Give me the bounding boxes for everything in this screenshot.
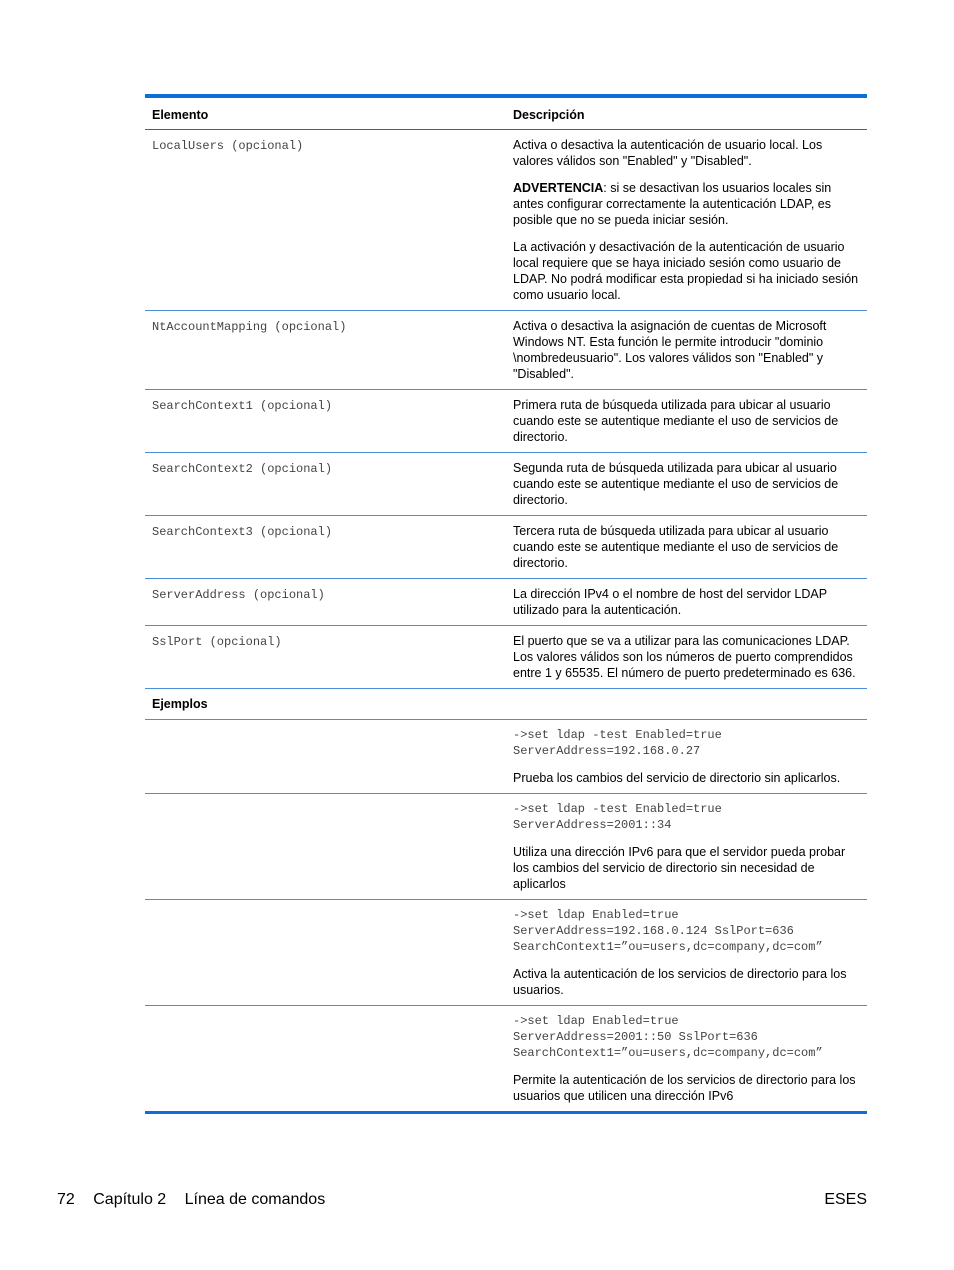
- description-paragraph: Segunda ruta de búsqueda utilizada para ubicar al usuario cuando este se autentique mediante el uso de servicios de directorio.: [513, 461, 839, 507]
- example-cell: [506, 900, 867, 1006]
- header-description: Descripción: [506, 96, 867, 130]
- example-row: [145, 794, 867, 900]
- element-name: SearchContext3 (opcional): [152, 525, 333, 539]
- description-cell: [506, 311, 867, 390]
- empty-cell: [145, 900, 506, 1006]
- empty-cell: [145, 1006, 506, 1113]
- element-cell: [145, 453, 506, 516]
- description-cell: [506, 130, 867, 311]
- element-cell: [145, 579, 506, 626]
- element-cell: [145, 626, 506, 689]
- element-name: LocalUsers (opcional): [152, 139, 304, 153]
- example-command: ->set ldap -test Enabled=true ServerAddress=2001::34: [513, 802, 722, 832]
- header-element: Elemento: [145, 96, 506, 130]
- example-command: ->set ldap -test Enabled=true ServerAddress=192.168.0.27: [513, 728, 722, 758]
- page-footer: [57, 1191, 867, 1209]
- chapter-title: Línea de comandos: [184, 1191, 326, 1208]
- element-name: ServerAddress (opcional): [152, 588, 325, 602]
- example-row: [145, 1006, 867, 1113]
- table-row: [145, 579, 867, 626]
- empty-cell: [145, 720, 506, 794]
- example-description: Activa la autenticación de los servicios de directorio para los usuarios.: [513, 967, 847, 997]
- description-paragraph: La activación y desactivación de la autenticación de usuario local requiere que se haya iniciado sesión como usuario de LDAP. No podrá modificar esta propiedad si ha iniciado sesión como usuario local.: [513, 240, 859, 302]
- description-cell: [506, 579, 867, 626]
- description-paragraph: [513, 180, 860, 228]
- example-row: [145, 900, 867, 1006]
- examples-header-row: [145, 689, 867, 720]
- element-name: SslPort (opcional): [152, 635, 282, 649]
- table-row: [145, 130, 867, 311]
- example-description: Prueba los cambios del servicio de directorio sin aplicarlos.: [513, 771, 841, 785]
- element-name: SearchContext2 (opcional): [152, 462, 333, 476]
- example-command: ->set ldap Enabled=true ServerAddress=192.168.0.124 SslPort=636 SearchContext1=”ou=users,dc=company,dc=com”: [513, 908, 823, 954]
- element-cell: [145, 311, 506, 390]
- table-row: [145, 516, 867, 579]
- element-cell: [145, 130, 506, 311]
- table-header-row: [145, 96, 867, 130]
- example-command: ->set ldap Enabled=true ServerAddress=2001::50 SslPort=636 SearchContext1=”ou=users,dc=company,dc=com”: [513, 1014, 823, 1060]
- example-row: [145, 720, 867, 794]
- examples-label: Ejemplos: [145, 689, 506, 720]
- description-cell: [506, 626, 867, 689]
- description-cell: [506, 516, 867, 579]
- parameter-table: [145, 94, 867, 1114]
- element-name: NtAccountMapping (opcional): [152, 320, 347, 334]
- description-paragraph: Primera ruta de búsqueda utilizada para ubicar al usuario cuando este se autentique mediante el uso de servicios de directorio.: [513, 398, 839, 444]
- table-row: [145, 626, 867, 689]
- example-cell: [506, 1006, 867, 1113]
- description-paragraph: Activa o desactiva la autenticación de usuario local. Los valores válidos son "Enabled" y "Disabled".: [513, 138, 823, 168]
- table-row: [145, 453, 867, 516]
- warning-text: : si se desactivan los usuarios locales sin antes configurar correctamente la autenticación LDAP, es posible que no se pueda iniciar sesión.: [513, 181, 832, 227]
- table-row: [145, 390, 867, 453]
- empty-cell: [145, 794, 506, 900]
- description-cell: [506, 453, 867, 516]
- description-paragraph: El puerto que se va a utilizar para las comunicaciones LDAP. Los valores válidos son los números de puerto comprendidos entre 1 y 65535. El número de puerto predeterminado es 636.: [513, 634, 856, 680]
- example-cell: [506, 720, 867, 794]
- element-name: SearchContext1 (opcional): [152, 399, 333, 413]
- description-paragraph: Tercera ruta de búsqueda utilizada para ubicar al usuario cuando este se autentique mediante el uso de servicios de directorio.: [513, 524, 839, 570]
- description-paragraph: La dirección IPv4 o el nombre de host del servidor LDAP utilizado para la autenticación.: [513, 587, 827, 617]
- table-row: [145, 311, 867, 390]
- warning-label: ADVERTENCIA: [513, 181, 604, 195]
- chapter-label: Capítulo 2: [93, 1191, 167, 1208]
- empty-cell: [506, 689, 867, 720]
- example-cell: [506, 794, 867, 900]
- element-cell: [145, 516, 506, 579]
- description-cell: [506, 390, 867, 453]
- description-paragraph: Activa o desactiva la asignación de cuentas de Microsoft Windows NT. Esta función le permite introducir "dominio \nombredeusuario". Los valores válidos son "Enabled" y "Disabled".: [513, 319, 827, 381]
- page-number: 72: [57, 1191, 75, 1208]
- element-cell: [145, 390, 506, 453]
- example-description: Permite la autenticación de los servicios de directorio para los usuarios que utilicen una dirección IPv6: [513, 1073, 856, 1103]
- locale-code: ESES: [824, 1191, 867, 1208]
- example-description: Utiliza una dirección IPv6 para que el servidor pueda probar los cambios del servicio de directorio sin necesidad de aplicarlos: [513, 845, 846, 891]
